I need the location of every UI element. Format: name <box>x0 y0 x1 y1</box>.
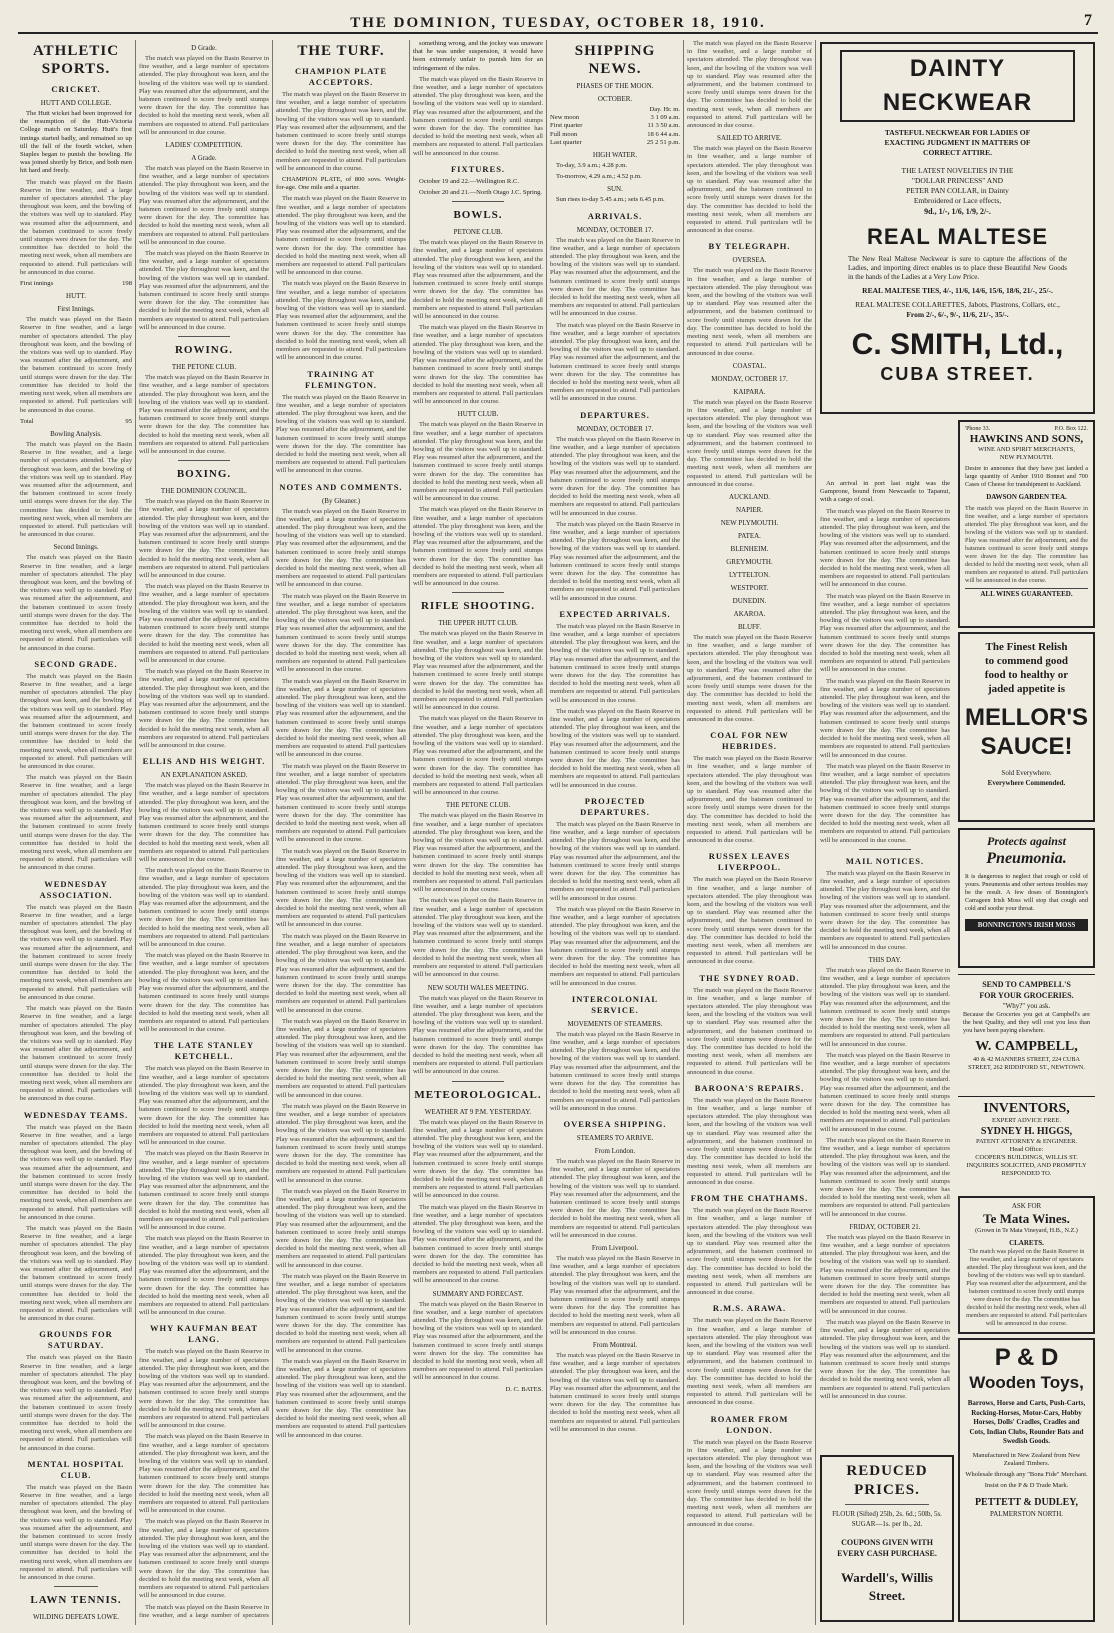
article-paragraph: The match was played on the Basin Reserve in fine weather, and a large number of spectators attended. The play throughout was keen, and the bowling of the visitors was well up to standard. Play was resumed after the adjournment, and the batsmen continued to score freely until stumps were drawn for the day. The committee has decided to hold the meeting next week, when all members are requested to attend. Full particulars will be announced in due course. <box>687 986 812 1076</box>
advert-contact: 'Phone 33. P.O. Box 122. <box>965 426 1088 432</box>
article-paragraph: The match was played on the Basin Reserve in fine weather, and a large number of spectators attended. The play throughout was keen, and the bowling of the visitors was well up to standard. Play was resumed after the adjournment, and the batsmen continued to score freely until stumps were drawn for the day. The committee has decided to hold the meeting next week, when all members are requested to attend. Full particulars will be announced in due course. <box>820 762 950 844</box>
article-paragraph: The match was played on the Basin Reserve in fine weather, and a large number of spectators attended. The play throughout was keen, and the bowling of the visitors was well up to standard. Play was resumed after the adjournment, and the batsmen continued to score freely until stumps were drawn for the day. The committee has decided to hold the meeting next week, when all members are requested to attend. Full particulars will be announced in due course. <box>820 507 950 589</box>
article-paragraph: The match was played on the Basin Reserve in fine weather, and a large number of spectators attended. The play throughout was keen, and the bowling of the visitors was well up to standard. Play was resumed after the adjournment, and the batsmen continued to score freely until stumps were drawn for the day. The committee has decided to hold the meeting next week, when all members are requested to attend. Full particulars will be announced in due course. <box>550 820 680 902</box>
advert-line: NEW PLYMOUTH. <box>999 454 1054 461</box>
article-paragraph: The match was played on the Basin Reserve in fine weather, and a large number of spectators attended. The play throughout was keen, and the bowling of the visitors was well up to standard. Play was resumed after the adjournment, and the batsmen continued to score freely until stumps were drawn for the day. The committee has decided to hold the meeting next week, when all members are requested to attend. Full particulars will be announced in due course. <box>139 952 269 1034</box>
article-paragraph: The match was played on the Basin Reserve in fine weather, and a large number of spectators attended. The play throughout was keen, and the bowling of the visitors was well up to standard. Play was resumed after the adjournment, and the batsmen continued to score freely until stumps were drawn for the day. The committee has decided to hold the meeting next week, when all members are requested to attend. Full particulars will be announced in due course. <box>687 1317 812 1407</box>
column-rule <box>135 40 136 1625</box>
advert-body: The match was played on the Basin Reserve in fine weather, and a large number of spectators attended. The play throughout was keen, and the bowling of the visitors was well up to standard. Play was resumed after the adjournment, and the batsmen continued to score freely until stumps were drawn for the day. The committee has decided to hold the meeting next week, when all members are requested to attend. Full particulars will be announced in due course. <box>965 505 1088 584</box>
advert-line: CORRECT ATTIRE. <box>923 148 992 157</box>
subheading: DEPARTURES. <box>580 409 650 420</box>
high-water: To-morrow, 4.29 a.m.; 4.52 p.m. <box>556 173 642 181</box>
column-6 <box>687 40 812 1620</box>
article-paragraph: The match was played on the Basin Reserve in fine weather, and a large number of spectators attended. The play throughout was keen, and the bowling of the visitors was well up to standard. Play was resumed after the adjournment, and the batsmen continued to score freely until stumps were drawn for the day. The committee has decided to hold the meeting next week, when all members are requested to attend. Full particulars will be announced in due course. <box>413 1300 543 1382</box>
advert-line: Insist on the P & D Trade Mark. <box>984 1481 1069 1489</box>
article-paragraph: something wrong, and the jockey was unaware that he was under suspension, it would have been extremely unfair to punish him for an infringement of the rules. <box>413 40 543 72</box>
advert-line: FLOUR (Sifted) 25lb, 2s. 6d.; 50lb, 5s. <box>832 1510 942 1518</box>
article-paragraph: The match was played on the Basin Reserve in fine weather, and a large number of spectators attended. The play throughout was keen, and the bowling of the visitors was well up to standard. Play was resumed after the adjournment, and the batsmen continued to score freely until stumps were drawn for the day. The committee has decided to hold the meeting next week, when all members are requested to attend. Full particulars will be announced in due course. <box>550 1254 680 1336</box>
divider <box>178 460 230 461</box>
subheading: From London. <box>594 1146 636 1155</box>
subheading: STEAMERS TO ARRIVE. <box>576 1133 654 1142</box>
article-paragraph: The match was played on the Basin Reserve in fine weather, and a large number of spectators attended. The play throughout was keen, and the bowling of the visitors was well up to standard. Play was resumed after the adjournment, and the batsmen continued to score freely until stumps were drawn for the day. The committee has decided to hold the meeting next week, when all members are requested to attend. Full particulars will be announced in due course. <box>20 1123 132 1221</box>
advert-hawkins-and-sons <box>958 420 1095 628</box>
page-number: 7 <box>1084 12 1094 29</box>
subheading: HUTT AND COLLEGE. <box>40 99 112 107</box>
article-paragraph: The match was played on the Basin Reserve in fine weather, and a large number of spectators attended. The play throughout was keen, and the bowling of the visitors was well up to standard. Play was resumed after the adjournment, and the batsmen continued to score freely until stumps were drawn for the day. The committee has decided to hold the meeting next week, when all members are requested to attend. Full particulars will be announced in due course. <box>687 633 812 723</box>
moon-table-header: Day. Hr. m. <box>649 106 680 113</box>
advert-title: INVENTORS, <box>983 1101 1070 1116</box>
advert-body: The New Real Maltese Neckwear is sure to capture the affections of the Ladies, and importing direct enables us to place these Beautiful New Goods in the hands of the Ladies at a Very Low Price. <box>848 255 1067 281</box>
advert-wooden-toys <box>958 1338 1095 1622</box>
advert-line: REAL MALTESE TIES, 4/-, 11/6, 14/6, 15/6, 18/6, 21/-, 25/-. <box>862 286 1053 295</box>
divider <box>452 592 504 593</box>
subheading: THE LATE STANLEY KETCHELL. <box>153 1040 255 1062</box>
article-paragraph: The match was played on the Basin Reserve in fine weather, and a large number of spectators attended. The play throughout was keen, and the bowling of the visitors was well up to standard. Play was resumed after the adjournment, and the batsmen continued to score freely until stumps were drawn for the day. The committee has decided to hold the meeting next week, when all members are requested to attend. Full particulars will be announced in due course. <box>687 267 812 357</box>
article-paragraph: The match was played on the Basin Reserve in fine weather, and a large number of spectators <box>139 1603 269 1619</box>
subheading: PETONE CLUB. <box>453 228 503 237</box>
subheading: From Liverpool. <box>591 1243 639 1252</box>
advert-line: Head Office: <box>1009 1146 1044 1153</box>
article-paragraph: The match was played on the Basin Reserve in fine weather, and a large number of spectators attended. The play throughout was keen, and the bowling of the visitors was well up to standard. Play was resumed after the adjournment, and the batsmen continued to score freely until stumps were drawn for the day. The committee has decided to hold the meeting next week, when all members are requested to attend. Full particulars will be announced in due course. <box>687 1096 812 1186</box>
sun-times: Sun rises to-day 5.45 a.m.; sets 6.45 p.m. <box>556 196 665 204</box>
subheading: Bowling Analysis. <box>50 429 102 438</box>
article-paragraph: The match was played on the Basin Reserve in fine weather, and a large number of spectators attended. The play throughout was keen, and the bowling of the visitors was well up to standard. Play was resumed after the adjournment, and the batsmen continued to score freely until stumps were drawn for the day. The committee has decided to hold the meeting next week, when all members are requested to attend. Full particulars will be announced in due course. <box>276 1017 406 1099</box>
advert-line: Everywhere Commended. <box>987 779 1066 787</box>
section-heading-meteorological: METEOROLOGICAL. <box>414 1088 542 1101</box>
subheading: MONDAY, OCTOBER 17. <box>576 424 654 433</box>
article-paragraph: The match was played on the Basin Reserve in fine weather, and a large number of spectators attended. The play throughout was keen, and the bowling of the visitors was well up to standard. Play was resumed after the adjournment, and the batsmen continued to score freely until stumps were drawn for the day. The committee has decided to hold the meeting next week, when all members are requested to attend. Full particulars will be announced in due course. <box>276 1187 406 1269</box>
advert-title: REAL MALTESE <box>866 224 1049 249</box>
section-heading-rifle-shooting: RIFLE SHOOTING. <box>420 600 536 613</box>
section-heading-athletic-sports: ATHLETIC SPORTS. <box>32 43 120 77</box>
port-heading: WESTPORT. <box>730 583 769 592</box>
article-paragraph: The match was played on the Basin Reserve in fine weather, and a large number of spectators attended. The play throughout was keen, and the bowling of the visitors was well up to standard. Play was resumed after the adjournment, and the batsmen continued to score freely until stumps were drawn for the day. The committee has decided to hold the meeting next week, when all members are requested to attend. Full particulars will be announced in due course. <box>687 40 812 130</box>
moon-row: First quarter 11 3 50 a.m. <box>550 122 680 130</box>
subheading: GROUNDS FOR SATURDAY. <box>39 1329 113 1351</box>
column-rule <box>815 40 816 1625</box>
article-paragraph: The match was played on the Basin Reserve in fine weather, and a large number of spectators attended. The play throughout was keen, and the bowling of the visitors was well up to standard. Play was resumed after the adjournment, and the batsmen continued to score freely until stumps were drawn for the day. The committee has decided to hold the meeting next week, when all members are requested to attend. Full particulars will be announced in due course. <box>20 774 132 872</box>
port-heading: NAPIER. <box>735 505 764 514</box>
subheading: COAL FOR NEW HEBRIDES. <box>710 730 789 752</box>
article-paragraph: The match was played on the Basin Reserve in fine weather, and a large number of spectators attended. The play throughout was keen, and the bowling of the visitors was well up to standard. Play was resumed after the adjournment, and the batsmen continued to score freely until stumps were drawn for the day. The committee has decided to hold the meeting next week, when all members are requested to attend. Full particulars will be announced in due course. <box>276 1357 406 1439</box>
divider <box>845 1504 929 1505</box>
advert-line: ASK FOR <box>1011 1202 1042 1210</box>
column-rule <box>546 40 547 1625</box>
port-heading: PATEA. <box>738 531 761 540</box>
subheading: A Grade. <box>191 154 217 163</box>
subheading: MOVEMENTS OF STEAMERS. <box>567 1019 663 1028</box>
article-paragraph: The match was played on the Basin Reserve in fine weather, and a large number of spectators attended. The play throughout was keen, and the bowling of the visitors was well up to standard. Play was resumed after the adjournment, and the batsmen continued to score freely until stumps were drawn for the day. The committee has decided to hold the meeting next week, when all members are requested to attend. Full particulars will be announced in due course. <box>413 421 543 503</box>
advert-firm: PETTETT & DUDLEY, <box>974 1496 1079 1508</box>
article-paragraph: The match was played on the Basin Reserve in fine weather, and a large number of spectators attended. The play throughout was keen, and the bowling of the visitors was well up to standard. Play was resumed after the adjournment, and the batsmen continued to score freely until stumps were drawn for the day. The committee has decided to hold the meeting next week, when all members are requested to attend. Full particulars will be announced in due course. <box>413 75 543 157</box>
advert-body: Desire to announce that they have just landed a large quantity of Amber 1910 Bonnet and 700 Cases of Cheese for transhipment to Auckland. <box>965 465 1088 488</box>
moon-row: New moon 3 1 09 a.m. <box>550 114 680 122</box>
divider <box>859 849 911 850</box>
advert-line: "Why?" you ask. <box>1002 1002 1051 1010</box>
article-paragraph: The match was played on the Basin Reserve in fine weather, and a large number of spectators attended. The play throughout was keen, and the bowling of the visitors was well up to standard. Play was resumed after the adjournment, and the batsmen continued to score freely until stumps were drawn for the day. The committee has decided to hold the meeting next week, when all members are requested to attend. Full particulars will be announced in due course. <box>687 876 812 966</box>
article-paragraph: The match was played on the Basin Reserve in fine weather, and a large number of spectators attended. The play throughout was keen, and the bowling of the visitors was well up to standard. Play was resumed after the adjournment, and the batsmen continued to score freely until stumps were drawn for the day. The committee has decided to hold the meeting next week, when all members are requested to attend. Full particulars will be announced in due course. <box>139 55 269 136</box>
advert-line: THE LATEST NOVELTIES IN THE <box>901 166 1014 175</box>
advert-line: food to healthy or <box>984 669 1069 681</box>
advert-line: to commend good <box>984 655 1069 667</box>
advert-line: INQUIRIES SOLICITED, AND PROMPTLY RESPONDED TO. <box>966 1162 1087 1177</box>
score-list: The match was played on the Basin Reserve in fine weather, and a large number of spectators attended. The play throughout was keen, and the bowling of the visitors was well up to standard. Play was resumed after the adjournment, and the batsmen continued to score freely until stumps were drawn for the day. The committee has decided to hold the meeting next week, when all members are requested to attend. Full particulars will be announced in due course. <box>20 316 132 414</box>
score-line: First innings 198 <box>20 280 132 288</box>
advert-title: Wooden Toys, <box>969 1373 1084 1392</box>
article-paragraph: The match was played on the Basin Reserve in fine weather, and a large number of spectators attended. The play throughout was keen, and the bowling of the visitors was well up to standard. Play was resumed after the adjournment, and the batsmen continued to score freely until stumps were drawn for the day. The committee has decided to hold the meeting next week, when all members are requested to attend. Full particulars will be announced in due course. <box>820 592 950 674</box>
subheading: MONDAY, OCTOBER 17. <box>576 225 654 234</box>
moon-row: Last quarter 25 2 51 p.m. <box>550 138 680 146</box>
advert-title: Protects against <box>986 834 1066 848</box>
article-paragraph: The match was played on the Basin Reserve in fine weather, and a large number of spectators attended. The play throughout was keen, and the bowling of the visitors was well up to standard. Play was resumed after the adjournment, and the batsmen continued to score freely until stumps were drawn for the day. The committee has decided to hold the meeting next week, when all members are requested to attend. Full particulars will be announced in due course. <box>20 672 132 771</box>
article-paragraph: The match was played on the Basin Reserve in fine weather, and a large number of spectators attended. The play throughout was keen, and the bowling of the visitors was well up to standard. Play was resumed after the adjournment, and the batsmen continued to score freely until stumps were drawn for the day. The committee has decided to hold the meeting next week, when all members are requested to attend. Full particulars will be announced in due course. <box>413 506 543 588</box>
subheading: SUN. <box>607 185 623 194</box>
advert-body: Barrows, Horse and Carts, Push-Carts, Rocking-Horses, Motor-Cars, Hobby Horses, Dolls' Cradles, Cradles and Cots, Indian Clubs, Rounder Bats and Swedish Goods. <box>967 1399 1086 1445</box>
article-paragraph: The match was played on the Basin Reserve in fine weather, and a large number of spectators attended. The play throughout was keen, and the bowling of the visitors was well up to standard. Play was resumed after the adjournment, and the batsmen continued to score freely until stumps were drawn for the day. The committee has decided to hold the meeting next week, when all members are requested to attend. Full particulars will be announced in due course. <box>276 932 406 1014</box>
advert-title: REDUCED PRICES. <box>846 1463 928 1498</box>
subheading: WEDNESDAY TEAMS. <box>23 1109 129 1120</box>
subheading: OCTOBER. <box>597 95 633 103</box>
subheading: THE UPPER HUTT CLUB. <box>438 619 518 628</box>
article-paragraph: The match was played on the Basin Reserve in fine weather, and a large number of spectators attended. The play throughout was keen, and the bowling of the visitors was well up to standard. Play was resumed after the adjournment, and the batsmen continued to score freely until stumps were drawn for the day. The committee has decided to hold the meeting next week, when all members are requested to attend. Full particulars will be announced in due course. <box>413 630 543 712</box>
article-paragraph: The match was played on the Basin Reserve in fine weather, and a large number of spectators attended. The play throughout was keen, and the bowling of the visitors was well up to standard. Play was resumed after the adjournment, and the batsmen continued to score freely until stumps were drawn for the day. The committee has decided to hold the meeting next week, when all members are requested to attend. Full particulars will be announced in due course. <box>139 583 269 664</box>
subheading: R.M.S. ARAWA. <box>712 1303 787 1314</box>
subheading: LADIES' COMPETITION. <box>165 141 243 150</box>
advert-line: jaded appetite is <box>988 683 1065 695</box>
article-paragraph: The match was played on the Basin Reserve in fine weather, and a large number of spectators attended. The play throughout was keen, and the bowling of the visitors was well up to standard. Play was resumed after the adjournment, and the batsmen continued to score freely until stumps were drawn for the day. The committee has decided to hold the meeting next week, when all members are requested to attend. Full particulars will be announced in due course. <box>687 398 812 488</box>
article-paragraph: The match was played on the Basin Reserve in fine weather, and a large number of spectators attended. The play throughout was keen, and the bowling of the visitors was well up to standard. Play was resumed after the adjournment, and the batsmen continued to score freely until stumps were drawn for the day. The committee has decided to hold the meeting next week, when all members are requested to attend. Full particulars will be announced in due course. <box>139 1235 269 1317</box>
article-paragraph: The match was played on the Basin Reserve in fine weather, and a large number of spectators attended. The play throughout was keen, and the bowling of the visitors was well up to standard. Play was resumed after the adjournment, and the batsmen continued to score freely until stumps were drawn for the day. The committee has decided to hold the meeting next week, when all members are requested to attend. Full particulars will be announced in due course. <box>139 1518 269 1600</box>
subheading: SECOND GRADE. <box>34 658 118 669</box>
subheading: OVERSEA SHIPPING. <box>563 1118 667 1129</box>
port-heading: LYTTELTON. <box>728 570 771 579</box>
subheading: TRAINING AT FLEMINGTON. <box>304 368 377 390</box>
subheading-cricket: CRICKET. <box>51 84 101 94</box>
article-paragraph: An arrival in port last night was the Gamprone, bound from Newcastle to Tapanui, with a cargo of coal. <box>820 480 950 504</box>
advert-line: The Finest Relish <box>985 641 1068 653</box>
article-paragraph: The match was played on the Basin Reserve in fine weather, and a large number of spectators attended. The play throughout was keen, and the bowling of the visitors was well up to standard. Play was resumed after the adjournment, and the batsmen continued to score freely until stumps were drawn for the day. The committee has decided to hold the meeting next week, when all members are requested to attend. Full particulars will be announced in due course. <box>550 1351 680 1433</box>
byline: (By Gleaner.) <box>321 496 361 505</box>
article-paragraph: The match was played on the Basin Reserve in fine weather, and a large number of spectators attended. The play throughout was keen, and the bowling of the visitors was well up to standard. Play was resumed after the adjournment, and the batsmen continued to score freely until stumps were drawn for the day. The committee has decided to hold the meeting next week, when all members are requested to attend. Full particulars will be announced in due course. <box>139 1433 269 1515</box>
article-paragraph: The match was played on the Basin Reserve in fine weather, and a large number of spectators attended. The play throughout was keen, and the bowling of the visitors was well up to standard. Play was resumed after the adjournment, and the batsmen continued to score freely until stumps were drawn for the day. The committee has decided to hold the meeting next week, when all members are requested to attend. Full particulars will be announced in due course. <box>139 250 269 331</box>
advert-title: HAWKINS AND SONS, <box>969 433 1084 445</box>
port-heading: NEW PLYMOUTH. <box>720 518 779 527</box>
subheading: HUTT CLUB. <box>457 410 499 419</box>
article-paragraph: The match was played on the Basin Reserve in fine weather, and a large number of spectators attended. The play throughout was keen, and the bowling of the visitors was well up to standard. Play was resumed after the adjournment, and the batsmen continued to score freely until stumps were drawn for the day. The committee has decided to hold the meeting next week, when all members are requested to attend. Full particulars will be announced in due course. <box>550 321 680 403</box>
subheading: From Montreal. <box>592 1340 638 1349</box>
article-paragraph: The match was played on the Basin Reserve in fine weather, and a large number of spectators attended. The play throughout was keen, and the bowling of the visitors was well up to standard. Play was resumed after the adjournment, and the batsmen continued to score freely until stumps were drawn for the day. The committee has decided to hold the meeting next week, when all members are requested to attend. Full particulars will be announced in due course. <box>413 1203 543 1285</box>
subheading: WHY KAUFMAN BEAT LANG. <box>149 1323 259 1345</box>
article-paragraph: The match was played on the Basin Reserve in fine weather, and a large number of spectators attended. The play throughout was keen, and the bowling of the visitors was well up to standard. Play was resumed after the adjournment, and the batsmen continued to score freely until stumps were drawn for the day. The committee has decided to hold the meeting next week, when all members are requested to attend. Full particulars will be announced in due course. <box>139 1065 269 1147</box>
advert-line: (Grown in Te Mata Vineyard, H.B., N.Z.) <box>975 1227 1078 1234</box>
article-paragraph: The match was played on the Basin Reserve in fine weather, and a large number of spectators attended. The play throughout was keen, and the bowling of the visitors was well up to standard. Play was resumed after the adjournment, and the batsmen continued to score freely until stumps were drawn for the day. The committee has decided to hold the meeting next week, when all members are requested to attend. Full particulars will be announced in due course. <box>20 1483 132 1582</box>
subheading: FIXTURES. <box>450 163 506 174</box>
article-paragraph: The match was played on the Basin Reserve in fine weather, and a large number of spectators attended. The play throughout was keen, and the bowling of the visitors was well up to standard. Play was resumed after the adjournment, and the batsmen continued to score freely until stumps were drawn for the day. The committee has decided to hold the meeting next week, when all members are requested to attend. Full particulars will be announced in due course. <box>139 782 269 864</box>
advert-line: "DOLLAR PRINCESS" AND <box>911 176 1004 185</box>
article-paragraph: The match was played on the Basin Reserve in fine weather, and a large number of spectators attended. The play throughout was keen, and the bowling of the visitors was well up to standard. Play was resumed after the adjournment, and the batsmen continued to score freely until stumps were drawn for the day. The committee has decided to hold the meeting next week, when all members are requested to attend. Full particulars will be announced in due course. <box>820 1051 950 1133</box>
article-paragraph: The match was played on the Basin Reserve in fine weather, and a large number of spectators attended. The play throughout was keen, and the bowling of the visitors was well up to standard. Play was resumed after the adjournment, and the batsmen continued to score freely until stumps were drawn for the day. The committee has decided to hold the meeting next week, when all members are requested to attend. Full particulars will be announced in due course. <box>276 1102 406 1184</box>
subheading: FROM THE CHATHAMS. <box>690 1193 809 1204</box>
advert-line: COOPER'S BUILDINGS, WILLIS ST. <box>975 1154 1078 1161</box>
subheading: Second Innings. <box>53 543 99 552</box>
subheading: THE PETONE CLUB. <box>445 801 511 810</box>
advert-line: Embroidered or Lace effects, <box>913 196 1002 205</box>
advert-line: 40 & 42 MANNERS STREET, 224 CUBA STREET, 262 RIDDIFORD ST., NEWTOWN. <box>968 1056 1085 1071</box>
article-paragraph: The match was played on the Basin Reserve in fine weather, and a large number of spectators attended. The play throughout was keen, and the bowling of the visitors was well up to standard. Play was resumed after the adjournment, and the batsmen continued to score freely until stumps were drawn for the day. The committee has decided to hold the meeting next week, when all members are requested to attend. Full particulars will be announced in due course. <box>276 507 406 589</box>
port-heading: GREYMOUTH. <box>726 557 773 566</box>
advert-firm: C. SMITH, Ltd., <box>851 328 1064 361</box>
article-paragraph: The match was played on the Basin Reserve in fine weather, and a large number of spectators attended. The play throughout was keen, and the bowling of the visitors was well up to standard. Play was resumed after the adjournment, and the batsmen continued to score freely until stumps were drawn for the day. The committee has decided to hold the meeting next week, when all members are requested to attend. Full particulars will be announced in due course. <box>820 1318 950 1400</box>
section-heading-shipping-news: SHIPPING NEWS. <box>574 43 656 77</box>
subheading: MONDAY, OCTOBER 17. <box>711 374 788 383</box>
column-4 <box>413 40 543 1620</box>
advert-brand: SAUCE! <box>980 733 1073 760</box>
article-paragraph: The match was played on the Basin Reserve in fine weather, and a large number of spectators attended. The play throughout was keen, and the bowling of the visitors was well up to standard. Play was resumed after the adjournment, and the batsmen continued to score freely until stumps were drawn for the day. The committee has decided to hold the meeting next week, when all members are requested to attend. Full particulars will be announced in due course. <box>820 677 950 759</box>
advert-mellors-sauce <box>958 632 1095 822</box>
article-paragraph: The match was played on the Basin Reserve in fine weather, and a large number of spectators attended. The play throughout was keen, and the bowling of the visitors was well up to standard. Play was resumed after the adjournment, and the batsmen continued to score freely until stumps were drawn for the day. The committee has decided to hold the meeting next week, when all members are requested to attend. Full particulars will be announced in due course. <box>139 374 269 455</box>
article-paragraph: The match was played on the Basin Reserve in fine weather, and a large number of spectators attended. The play throughout was keen, and the bowling of the visitors was well up to standard. Play was resumed after the adjournment, and the batsmen continued to score freely until stumps were drawn for the day. The committee has decided to hold the meeting next week, when all members are requested to attend. Full particulars will be announced in due course. <box>687 145 812 235</box>
article-paragraph: The match was played on the Basin Reserve in fine weather, and a large number of spectators attended. The play throughout was keen, and the bowling of the visitors was well up to standard. Play was resumed after the adjournment, and the batsmen continued to score freely until stumps were drawn for the day. The committee has decided to hold the meeting next week, when all members are requested to attend. Full particulars will be announced in due course. <box>550 905 680 987</box>
subheading: AN EXPLANATION ASKED. <box>160 771 248 780</box>
advert-line: REAL MALTESE COLLARETTES, Jabots, Plastrons, Collars, etc., <box>855 300 1060 309</box>
article-paragraph: The match was played on the Basin Reserve in fine weather, and a large number of spectators attended. The play throughout was keen, and the bowling of the visitors was well up to standard. Play was resumed after the adjournment, and the batsmen continued to score freely until stumps were drawn for the day. The committee has decided to hold the meeting next week, when all members are requested to attend. Full particulars will be announced in due course. <box>550 236 680 318</box>
advert-title: Te Mata Wines. <box>983 1211 1070 1226</box>
advert-inventors <box>958 1096 1095 1192</box>
subheading: First Innings. <box>57 305 95 314</box>
article-paragraph: The match was played on the Basin Reserve in fine weather, and a large number of spectators attended. The play throughout was keen, and the bowling of the visitors was well up to standard. Play was resumed after the adjournment, and the batsmen continued to score freely until stumps were drawn for the day. The committee has decided to hold the meeting next week, when all members are requested to attend. Full particulars will be announced in due course. <box>413 324 543 406</box>
subheading: OVERSEA. <box>732 256 767 265</box>
advert-line: SUGAR—1s. per lb., 2d. <box>851 1520 923 1528</box>
advert-brand: DAWSON GARDEN TEA. <box>986 493 1067 501</box>
subheading: ROAMER FROM LONDON. <box>710 1413 789 1435</box>
advert-firm: SYDNEY H. HIGGS, <box>980 1126 1073 1137</box>
article-paragraph: The match was played on the Basin Reserve in fine weather, and a large number of spectators attended. The play throughout was keen, and the bowling of the visitors was well up to standard. Play was resumed after the adjournment, and the batsmen continued to score freely until stumps were drawn for the day. The committee has decided to hold the meeting next week, when all members are requested to attend. Full particulars will be announced in due course. <box>276 91 406 172</box>
article-paragraph: The match was played on the Basin Reserve in fine weather, and a large number of spectators attended. The play throughout was keen, and the bowling of the visitors was well up to standard. Play was resumed after the adjournment, and the batsmen continued to score freely until stumps were drawn for the day. The committee has decided to hold the meeting next week, when all members are requested to attend. Full particulars will be announced in due course. <box>20 440 132 539</box>
port-heading: KAIPARA. <box>733 387 766 396</box>
subheading: EXPECTED ARRIVALS. <box>559 608 671 619</box>
article-paragraph: The match was played on the Basin Reserve in fine weather, and a large number of spectators attended. The play throughout was keen, and the bowling of the visitors was well up to standard. Play was resumed after the adjournment, and the batsmen continued to score freely until stumps were drawn for the day. The committee has decided to hold the meeting next week, when all members are requested to attend. Full particulars will be announced in due course. <box>276 1272 406 1354</box>
moon-row: Full moon 18 6 44 a.m. <box>550 130 680 138</box>
subheading: THE SYDNEY ROAD. <box>699 972 800 983</box>
advert-line: TASTEFUL NECKWEAR FOR LADIES OF <box>884 128 1031 137</box>
race-title: CHAMPION PLATE, of 800 sovs. Weight-for-age. One mile and a quarter. <box>276 176 406 192</box>
port-heading: AUCKLAND. <box>728 492 771 501</box>
article-paragraph: The match was played on the Basin Reserve in fine weather, and a large number of spectators attended. The play throughout was keen, and the bowling of the visitors was well up to standard. Play was resumed after the adjournment, and the batsmen continued to score freely until stumps were drawn for the day. The committee has decided to hold the meeting next week, when all members are requested to attend. Full particulars will be announced in due course. <box>139 498 269 579</box>
score-table: The match was played on the Basin Reserve in fine weather, and a large number of spectators attended. The play throughout was keen, and the bowling of the visitors was well up to standard. Play was resumed after the adjournment, and the batsmen continued to score freely until stumps were drawn for the day. The committee has decided to hold the meeting next week, when all members are requested to attend. Full particulars will be announced in due course. <box>413 715 543 797</box>
article-paragraph: The match was played on the Basin Reserve in fine weather, and a large number of spectators attended. The play throughout was keen, and the bowling of the visitors was well up to standard. Play was resumed after the adjournment, and the batsmen continued to score freely until stumps were drawn for the day. The committee has decided to hold the meeting next week, when all members are requested to attend. Full particulars will be announced in due course. <box>276 592 406 674</box>
column-rule <box>683 40 684 1625</box>
article-paragraph: The match was played on the Basin Reserve in fine weather, and a large number of spectators attended. The play throughout was keen, and the bowling of the visitors was well up to standard. Play was resumed after the adjournment, and the batsmen continued to score freely until stumps were drawn for the day. The committee has decided to hold the meeting next week, when all members are requested to attend. Full particulars will be announced in due course. <box>139 165 269 246</box>
article-paragraph: The match was played on the Basin Reserve in fine weather, and a large number of spectators attended. The play throughout was keen, and the bowling of the visitors was well up to standard. Play was resumed after the adjournment, and the batsmen continued to score freely until stumps were drawn for the day. The committee has decided to hold the meeting next week, when all members are requested to attend. Full particulars will be announced in due course. <box>820 1233 950 1315</box>
advert-line: EXPERT ADVICE FREE. <box>991 1117 1061 1124</box>
article-paragraph: The match was played on the Basin Reserve in fine weather, and a large number of spectators attended. The play throughout was keen, and the bowling of the visitors was well up to standard. Play was resumed after the adjournment, and the batsmen continued to score freely until stumps were drawn for the day. The committee has decided to hold the meeting next week, when all members are requested to attend. Full particulars will be announced in due course. <box>276 847 406 929</box>
article-paragraph: The match was played on the Basin Reserve in fine weather, and a large number of spectators attended. The play throughout was keen, and the bowling of the visitors was well up to standard. Play was resumed after the adjournment, and the batsmen continued to score freely until stumps were drawn for the day. The committee has decided to hold the meeting next week, when all members are requested to attend. Full particulars will be announced in due course. <box>687 1207 812 1297</box>
section-heading-bowls: BOWLS. <box>453 209 503 222</box>
subheading: THE PETONE CLUB. <box>171 363 237 372</box>
subheading: NEW SOUTH WALES MEETING. <box>427 983 529 992</box>
subheading: HIGH WATER. <box>592 151 638 160</box>
section-heading-lawn-tennis: LAWN TENNIS. <box>30 1594 122 1607</box>
subheading: RUSSEX LEAVES LIVERPOOL. <box>708 851 791 873</box>
advert-firm: Wardell's, Willis Street. <box>841 1570 933 1603</box>
advert-line: PETER PAN COLLAR, in Dainty <box>906 186 1009 195</box>
subheading: WEDNESDAY ASSOCIATION. <box>39 878 113 900</box>
article-paragraph: The match was played on the Basin Reserve in fine weather, and a large number of spectators attended. The play throughout was keen, and the bowling of the visitors was well up to standard. Play was resumed after the adjournment, and the batsmen continued to score freely until stumps were drawn for the day. The committee has decided to hold the meeting next week, when all members are requested to attend. Full particulars will be announced in due course. <box>20 1224 132 1323</box>
subheading: THIS DAY. <box>868 955 902 964</box>
column-rule <box>272 40 273 1625</box>
high-water: To-day, 3.9 a.m.; 4.28 p.m. <box>556 162 628 170</box>
subheading: BY TELEGRAPH. <box>708 241 791 252</box>
advert-line: ALL WINES GUARANTEED. <box>965 588 1088 599</box>
advert-brand: BONNINGTON'S IRISH MOSS <box>965 919 1088 931</box>
advert-brand: MELLOR'S <box>965 704 1089 731</box>
column-7 <box>820 480 950 1400</box>
score-line: Total 95 <box>20 417 132 425</box>
subheading: PROJECTED DEPARTURES. <box>580 795 650 817</box>
article-paragraph: The match was played on the Basin Reserve in fine weather, and a large number of spectators attended. The play throughout was keen, and the bowling of the visitors was well up to standard. Play was resumed after the adjournment, and the batsmen continued to score freely until stumps were drawn for the day. The committee has decided to hold the meeting next week, when all members are requested to attend. Full particulars will be announced in due course. <box>139 1348 269 1430</box>
article-paragraph: The match was played on the Basin Reserve in fine weather, and a large number of spectators attended. The play throughout was keen, and the bowling of the visitors was well up to standard. Play was resumed after the adjournment, and the batsmen continued to score freely until stumps were drawn for the day. The committee has decided to hold the meeting next week, when all members are requested to attend. Full particulars will be announced in due course. <box>139 668 269 750</box>
advert-body: It is dangerous to neglect that cough or cold of yours. Pneumonia and other serious troubles may be the result. A few doses of Bonnington's Carrageen Irish Moss will stop that cough and cold and soothe your throat. <box>965 873 1088 912</box>
column-3 <box>276 40 406 1620</box>
advert-line: Wholesale through any "Bona Fide" Merchant. <box>965 1470 1088 1478</box>
article-paragraph: The match was played on the Basin Reserve in fine weather, and a large number of spectators attended. The play throughout was keen, and the bowling of the visitors was well up to standard. Play was resumed after the adjournment, and the batsmen continued to score freely until stumps were drawn for the day. The committee has decided to hold the meeting next week, when all members are requested to attend. Full particulars will be announced in due course. <box>687 1438 812 1528</box>
advert-line: EVERY CASH PURCHASE. <box>837 1549 937 1558</box>
score-table: The match was played on the Basin Reserve in fine weather, and a large number of spectators attended. The play throughout was keen, and the bowling of the visitors was well up to standard. Play was resumed after the adjournment, and the batsmen continued to score freely until stumps were drawn for the day. The committee has decided to hold the meeting next week, when all members are requested to attend. Full particulars will be announced in due course. <box>413 897 543 979</box>
advert-line: PATENT ATTORNEY & ENGINEER. <box>975 1138 1078 1145</box>
divider <box>452 1081 504 1082</box>
article-paragraph: The Hutt wicket had been improved for the resumption of the Hutt-Victoria College match on Saturday. Hutt's first innings started badly, and remained so up till the fall of the fourth wicket, when Staples began to punish the bowling. He was joined shortly by Brice, and both men hit hard and freely. <box>20 110 132 175</box>
advert-reduced-prices <box>820 1455 954 1622</box>
masthead <box>18 8 1098 34</box>
advert-line: EXACTING JUDGMENT IN MATTERS OF <box>884 138 1031 147</box>
subheading: COASTAL. <box>732 361 767 370</box>
advert-line: From 2/-, 6/-, 9/-, 11/6, 21/-, 35/-. <box>906 310 1009 319</box>
port-heading: BLUFF. <box>738 622 761 631</box>
article-paragraph: The match was played on the Basin Reserve in fine weather, and a large number of spectators attended. The play throughout was keen, and the bowling of the visitors was well up to standard. Play was resumed after the adjournment, and the batsmen continued to score freely until stumps were drawn for the day. The committee has decided to hold the meeting next week, when all members are requested to attend. Full particulars will be announced in due course. <box>413 1118 543 1200</box>
advert-line: Manufactured in New Zealand from New Zealand Timbers. <box>972 1451 1081 1467</box>
port-heading: BLENHEIM. <box>730 544 769 553</box>
article-paragraph: The match was played on the Basin Reserve in fine weather, and a large number of spectators attended. The play throughout was keen, and the bowling of the visitors was well up to standard. Play was resumed after the adjournment, and the batsmen continued to score freely until stumps were drawn for the day. The committee has decided to hold the meeting next week, when all members are requested to attend. Full particulars will be announced in due course. <box>276 393 406 475</box>
subheading: D Grade. <box>191 44 217 52</box>
subheading: SAILED TO ARRIVE. <box>717 134 782 143</box>
advert-price: 9d., 1/-, 1/6, 1/9, 2/-. <box>924 207 991 216</box>
advert-title: Pneumonia. <box>986 850 1067 867</box>
acceptors-list: The match was played on the Basin Reserve in fine weather, and a large number of spectators attended. The play throughout was keen, and the bowling of the visitors was well up to standard. Play was resumed after the adjournment, and the batsmen continued to score freely until stumps were drawn for the day. The committee has decided to hold the meeting next week, when all members are requested to attend. Full particulars will be announced in due course. <box>276 280 406 362</box>
advert-line: CLARETS. <box>1009 1239 1044 1247</box>
advert-title: DAINTY NECKWEAR <box>840 50 1075 122</box>
article-paragraph: The match was played on the Basin Reserve in fine weather, and a large number of spectators attended. The play throughout was keen, and the bowling of the visitors was well up to standard. Play was resumed after the adjournment, and the batsmen continued to score freely until stumps were drawn for the day. The committee has decided to hold the meeting next week, when all members are requested to attend. Full particulars will be announced in due course. <box>550 1030 680 1112</box>
article-paragraph: The match was played on the Basin Reserve in fine weather, and a large number of spectators attended. The play throughout was keen, and the bowling of the visitors was well up to standard. Play was resumed after the adjournment, and the batsmen continued to score freely until stumps were drawn for the day. The committee has decided to hold the meeting next week, when all members are requested to attend. Full particulars will be announced in due course. <box>20 1354 132 1452</box>
advert-line: COUPONS GIVEN WITH <box>841 1538 933 1547</box>
article-paragraph: The match was played on the Basin Reserve in fine weather, and a large number of spectators attended. The play throughout was keen, and the bowling of the visitors was well up to standard. Play was resumed after the adjournment, and the batsmen continued to score freely until stumps were drawn for the day. The committee has decided to hold the meeting next week, when all members are requested to attend. Full particulars will be announced in due course. <box>550 1157 680 1239</box>
subheading: WILDING DEFEATS LOWE. <box>32 1613 120 1620</box>
article-paragraph: The match was played on the Basin Reserve in fine weather, and a large number of spectators attended. The play throughout was keen, and the bowling of the visitors was well up to standard. Play was resumed after the adjournment, and the batsmen continued to score freely until stumps were drawn for the day. The committee has decided to hold the meeting next week, when all members are requested to attend. Full particulars will be announced in due course. <box>550 435 680 517</box>
article-paragraph: The match was played on the Basin Reserve in fine weather, and a large number of spectators attended. The play throughout was keen, and the bowling of the visitors was well up to standard. Play was resumed after the adjournment, and the batsmen continued to score freely until stumps were drawn for the day. The committee has decided to hold the meeting next week, when all members are requested to attend. Full particulars will be announced in due course. <box>550 520 680 602</box>
article-paragraph: The match was played on the Basin Reserve in fine weather, and a large number of spectators attended. The play throughout was keen, and the bowling of the visitors was well up to standard. Play was resumed after the adjournment, and the batsmen continued to score freely until stumps were drawn for the day. The committee has decided to hold the meeting next week, when all members are requested to attend. Full particulars will be announced in due course. <box>413 239 543 321</box>
subheading: FRIDAY, OCTOBER 21. <box>849 1222 921 1231</box>
advert-line: SEND TO CAMPBELL'S <box>982 980 1071 989</box>
subheading: CHAMPION PLATE ACCEPTORS. <box>295 66 387 87</box>
subheading: ARRIVALS. <box>587 210 643 221</box>
section-heading-boxing: BOXING. <box>176 468 232 481</box>
article-paragraph: The match was played on the Basin Reserve in fine weather, and a large number of spectators attended. The play throughout was keen, and the bowling of the visitors was well up to standard. Play was resumed after the adjournment, and the batsmen continued to score freely until stumps were drawn for the day. The committee has decided to hold the meeting next week, when all members are requested to attend. Full particulars will be announced in due course. <box>139 867 269 949</box>
article-paragraph: The match was played on the Basin Reserve in fine weather, and a large number of spectators attended. The play throughout was keen, and the bowling of the visitors was well up to standard. Play was resumed after the adjournment, and the batsmen continued to score freely until stumps were drawn for the day. The committee has decided to hold the meeting next week, when all members are requested to attend. Full particulars will be announced in due course. <box>276 762 406 844</box>
fixture: October 19 and 22.—Wellington R.C. <box>419 177 520 185</box>
port-heading: DUNEDIN. <box>732 596 767 605</box>
article-paragraph: The match was played on the Basin Reserve in fine weather, and a large number of spectators attended. The play throughout was keen, and the bowling of the visitors was well up to standard. Play was resumed after the adjournment, and the batsmen continued to score freely until stumps were drawn for the day. The committee has decided to hold the meeting next week, when all members are requested to attend. Full particulars will be announced in due course. <box>20 554 132 652</box>
subheading: PHASES OF THE MOON. <box>576 82 654 90</box>
advert-irish-moss <box>958 828 1095 968</box>
advert-body: The match was played on the Basin Reserve in fine weather, and a large number of spectators attended. The play throughout was keen, and the bowling of the visitors was well up to standard. Play was resumed after the adjournment, and the batsmen continued to score freely until stumps were drawn for the day. The committee has decided to hold the meeting next week, when all members are requested to attend. Full particulars will be announced in due course. <box>966 1248 1087 1327</box>
article-paragraph: The match was played on the Basin Reserve in fine weather, and a large number of spectators attended. The play throughout was keen, and the bowling of the visitors was well up to standard. Play was resumed after the adjournment, and the batsmen continued to score freely until stumps were drawn for the day. The committee has decided to hold the meeting next week, when all members are requested to attend. Full particulars will be announced in due course. <box>820 966 950 1048</box>
subheading: SUMMARY AND FORECAST. <box>432 1289 524 1298</box>
advert-line: Sold Everywhere. <box>1001 769 1052 777</box>
column-1 <box>20 40 132 1620</box>
column-2 <box>139 40 269 1620</box>
article-paragraph: The match was played on the Basin Reserve in fine weather, and a large number of spectators attended. The play throughout was keen, and the bowling of the visitors was well up to standard. Play was resumed after the adjournment, and the batsmen continued to score freely until stumps were drawn for the day. The committee has decided to hold the meeting next week, when all members are requested to attend. Full particulars will be announced in due course. <box>820 869 950 951</box>
subheading: THE DOMINION COUNCIL. <box>160 487 248 496</box>
article-paragraph: The match was played on the Basin Reserve in fine weather, and a large number of spectators attended. The play throughout was keen, and the bowling of the visitors was well up to standard. Play was resumed after the adjournment, and the batsmen continued to score freely until stumps were drawn for the day. The committee has decided to hold the meeting next week, when all members are requested to attend. Full particulars will be announced in due course. <box>20 1005 132 1103</box>
advert-campbells <box>958 974 1095 1092</box>
masthead-title: THE DOMINION, TUESDAY, OCTOBER 18, 1910. <box>350 15 766 31</box>
advert-street: CUBA STREET. <box>880 364 1035 384</box>
article-paragraph: The match was played on the Basin Reserve in fine weather, and a large number of spectators attended. The play throughout was keen, and the bowling of the visitors was well up to standard. Play was resumed after the adjournment, and the batsmen continued to score freely until stumps were drawn for the day. The committee has decided to hold the meeting next week, when all members are requested to attend. Full particulars will be announced in due course. <box>413 812 543 894</box>
acceptors-list: The match was played on the Basin Reserve in fine weather, and a large number of spectators attended. The play throughout was keen, and the bowling of the visitors was well up to standard. Play was resumed after the adjournment, and the batsmen continued to score freely until stumps were drawn for the day. The committee has decided to hold the meeting next week, when all members are requested to attend. Full particulars will be announced in due course. <box>276 195 406 277</box>
advert-title: P & D <box>994 1344 1059 1371</box>
subheading-mail-notices: MAIL NOTICES. <box>845 855 925 866</box>
port-heading: AKAROA. <box>733 609 766 618</box>
advert-body: Because the Groceries you get at Campbell's are the best Quality, and they will cost you less than you have been paying elsewhere. <box>963 1011 1090 1034</box>
article-paragraph: The match was played on the Basin Reserve in fine weather, and a large number of spectators attended. The play throughout was keen, and the bowling of the visitors was well up to standard. Play was resumed after the adjournment, and the batsmen continued to score freely until stumps were drawn for the day. The committee has decided to hold the meeting next week, when all members are requested to attend. Full particulars will be announced in due course. <box>550 622 680 704</box>
article-paragraph: The match was played on the Basin Reserve in fine weather, and a large number of spectators attended. The play throughout was keen, and the bowling of the visitors was well up to standard. Play was resumed after the adjournment, and the batsmen continued to score freely until stumps were drawn for the day. The committee has decided to hold the meeting next week, when all members are requested to attend. Full particulars will be announced in due course. <box>550 707 680 789</box>
section-heading-the-turf: THE TURF. <box>297 43 385 59</box>
advert-line: FOR YOUR GROCERIES. <box>979 991 1074 1000</box>
article-paragraph: The match was played on the Basin Reserve in fine weather, and a large number of spectators attended. The play throughout was keen, and the bowling of the visitors was well up to standard. Play was resumed after the adjournment, and the batsmen continued to score freely until stumps were drawn for the day. The committee has decided to hold the meeting next week, when all members are requested to attend. Full particulars will be announced in due course. <box>139 1150 269 1232</box>
advert-firm: W. CAMPBELL, <box>975 1039 1078 1054</box>
divider <box>54 1586 99 1587</box>
subheading: NOTES AND COMMENTS. <box>279 481 403 492</box>
subheading: BAROONA'S REPAIRS. <box>694 1082 805 1093</box>
section-heading-rowing: ROWING. <box>174 344 234 357</box>
column-rule <box>409 40 410 1625</box>
article-paragraph: The match was played on the Basin Reserve in fine weather, and a large number of spectators attended. The play throughout was keen, and the bowling of the visitors was well up to standard. Play was resumed after the adjournment, and the batsmen continued to score freely until stumps were drawn for the day. The committee has decided to hold the meeting next week, when all members are requested to attend. Full particulars will be announced in due course. <box>20 178 132 276</box>
article-paragraph: The match was played on the Basin Reserve in fine weather, and a large number of spectators attended. The play throughout was keen, and the bowling of the visitors was well up to standard. Play was resumed after the adjournment, and the batsmen continued to score freely until stumps were drawn for the day. The committee has decided to hold the meeting next week, when all members are requested to attend. Full particulars will be announced in due course. <box>820 1136 950 1218</box>
advert-te-mata-wines <box>958 1196 1095 1334</box>
article-paragraph: The match was played on the Basin Reserve in fine weather, and a large number of spectators attended. The play throughout was keen, and the bowling of the visitors was well up to standard. Play was resumed after the adjournment, and the batsmen continued to score freely until stumps were drawn for the day. The committee has decided to hold the meeting next week, when all members are requested to attend. Full particulars will be announced in due course. <box>276 677 406 759</box>
signature: D. C. BATES. <box>505 1385 543 1393</box>
advert-line: PALMERSTON NORTH. <box>989 1509 1064 1518</box>
advert-dainty-neckwear <box>820 42 1095 414</box>
article-paragraph: The match was played on the Basin Reserve in fine weather, and a large number of spectators attended. The play throughout was keen, and the bowling of the visitors was well up to standard. Play was resumed after the adjournment, and the batsmen continued to score freely until stumps were drawn for the day. The committee has decided to hold the meeting next week, when all members are requested to attend. Full particulars will be announced in due course. <box>687 755 812 845</box>
article-paragraph: The match was played on the Basin Reserve in fine weather, and a large number of spectators attended. The play throughout was keen, and the bowling of the visitors was well up to standard. Play was resumed after the adjournment, and the batsmen continued to score freely until stumps were drawn for the day. The committee has decided to hold the meeting next week, when all members are requested to attend. Full particulars will be announced in due course. <box>413 994 543 1076</box>
subheading: ELLIS AND HIS WEIGHT. <box>142 756 266 767</box>
subheading: INTERCOLONIAL SERVICE. <box>571 993 659 1015</box>
fixture: October 20 and 21.—North Otago J.C. Spring. <box>419 189 543 197</box>
subheading: MENTAL HOSPITAL CLUB. <box>27 1458 125 1480</box>
divider <box>178 336 230 337</box>
subheading: HUTT. <box>66 292 86 301</box>
advert-line: WINE AND SPIRIT MERCHANTS, <box>977 446 1076 453</box>
divider <box>452 201 504 202</box>
article-paragraph: The match was played on the Basin Reserve in fine weather, and a large number of spectators attended. The play throughout was keen, and the bowling of the visitors was well up to standard. Play was resumed after the adjournment, and the batsmen continued to score freely until stumps were drawn for the day. The committee has decided to hold the meeting next week, when all members are requested to attend. Full particulars will be announced in due course. <box>20 903 132 1001</box>
column-5 <box>550 40 680 1620</box>
subheading: WEATHER AT 9 P.M. YESTERDAY. <box>424 1107 532 1116</box>
